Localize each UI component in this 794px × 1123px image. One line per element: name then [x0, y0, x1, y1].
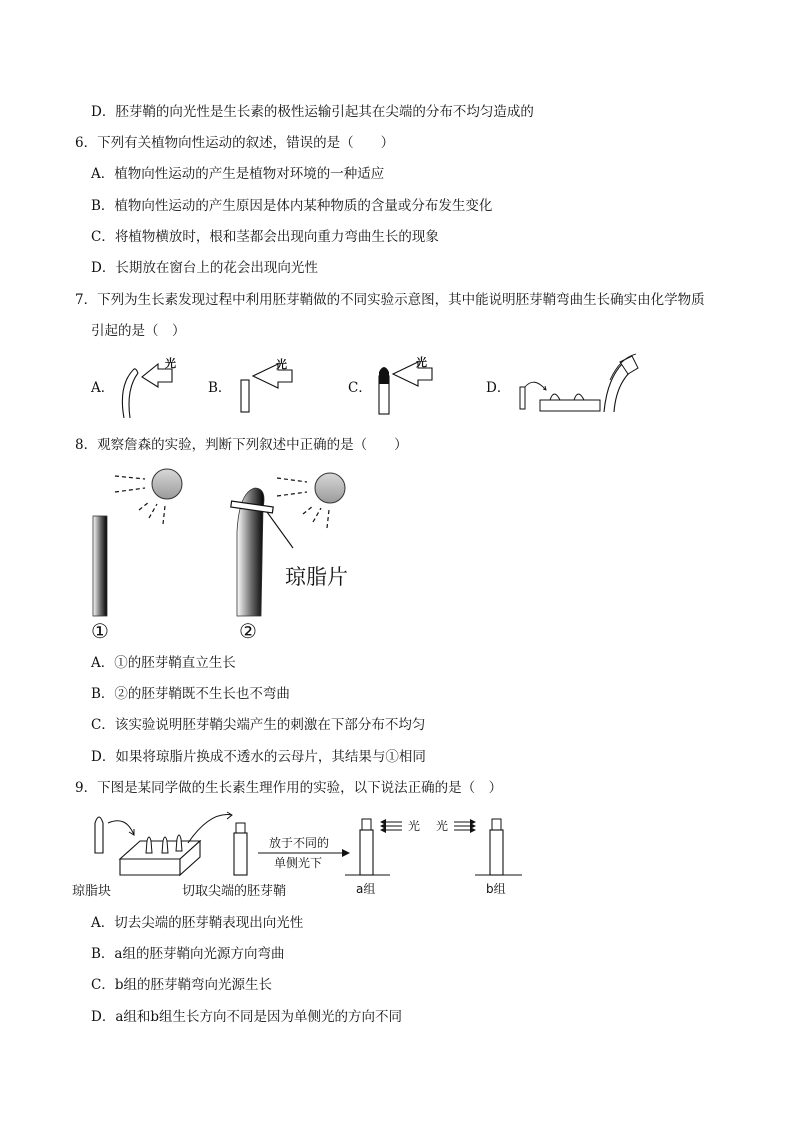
q9-light-a: 光	[408, 819, 421, 833]
q8-option-b: B．②的胚芽鞘既不生长也不弯曲	[91, 686, 290, 702]
q7-b-light-text: 光	[276, 358, 287, 371]
q9-cut-label: 切取尖端的胚芽鞘	[182, 884, 287, 899]
q9-group-b-label: b组	[486, 882, 506, 896]
q7-figure-c	[368, 358, 448, 418]
q9-arrow-text-1: 放于不同的	[269, 836, 330, 850]
q6-stem: 6．下列有关植物向性运动的叙述，错误的是（ ）	[75, 135, 395, 151]
q7-figure-d	[512, 350, 652, 420]
q9-option-a: A．切去尖端的胚芽鞘表现出向光性	[91, 915, 304, 931]
q7-figure-a	[110, 355, 190, 420]
q8-sun-2	[315, 473, 345, 503]
q5-option-d: D．胚芽鞘的向光性是生长素的极性运输引起其在尖端的分布不均匀造成的	[91, 104, 534, 120]
q7-figure-b	[230, 358, 310, 418]
q9-agar-block-label: 琼脂块	[72, 884, 112, 899]
q7-a-light-text: 光	[165, 357, 176, 370]
q9-stem: 9．下图是某同学做的生长素生理作用的实验，以下说法正确的是（ ）	[75, 780, 503, 796]
q8-number-1: ①	[91, 619, 109, 643]
q9-light-b: 光	[436, 819, 449, 833]
q7-label-b: B．	[208, 380, 232, 396]
q9-option-c: C．b组的胚芽鞘弯向光源生长	[91, 977, 272, 993]
q6-option-c: C．将植物横放时，根和茎都会出现向重力弯曲生长的现象	[91, 229, 439, 245]
q7-stem-line2: 引起的是（ ）	[91, 323, 186, 339]
q8-option-a: A．①的胚芽鞘直立生长	[91, 655, 236, 671]
q9-cut-coleoptile	[234, 833, 247, 875]
q8-agar-label: 琼脂片	[285, 565, 348, 589]
q6-option-d: D．长期放在窗台上的花会出现向光性	[91, 260, 318, 276]
q7-label-a: A．	[91, 380, 115, 396]
q8-number-2: ②	[239, 619, 257, 643]
q9-figure	[70, 805, 540, 905]
q6-option-b: B．植物向性运动的产生原因是体内某种物质的含量或分布发生变化	[91, 198, 493, 214]
q7-label-c: C．	[348, 380, 372, 396]
q9-arrow-text-2: 单侧光下	[274, 856, 323, 870]
q6-option-a: A．植物向性运动的产生是植物对环境的一种适应	[91, 166, 385, 182]
q9-agar-block	[120, 835, 200, 875]
q9-tip	[95, 817, 103, 853]
q8-option-d: D．如果将琼脂片换成不透水的云母片，其结果与①相同	[91, 749, 426, 765]
q7-label-d: D．	[486, 380, 511, 396]
q9-group-a-label: a组	[356, 882, 376, 896]
q8-stem: 8．观察詹森的实验，判断下列叙述中正确的是（ ）	[75, 437, 408, 453]
q8-sun-1	[152, 469, 182, 499]
q9-option-d: D．a组和b组生长方向不同是因为单侧光的方向不同	[91, 1009, 403, 1025]
q8-option-c: C．该实验说明胚芽鞘尖端产生的刺激在下部分布不均匀	[91, 717, 426, 733]
q7-c-light-text: 光	[416, 356, 427, 369]
q8-figure	[85, 462, 385, 647]
q7-c-cap	[379, 367, 389, 384]
q8-coleoptile-1	[93, 516, 107, 616]
q9-group-b-coleoptile	[490, 830, 503, 875]
q7-stem-line1: 7．下列为生长素发现过程中利用胚芽鞘做的不同实验示意图，其中能说明胚芽鞘弯曲生长确实由化学物质	[75, 292, 705, 308]
q9-group-a-coleoptile	[360, 830, 373, 875]
q9-option-b: B．a组的胚芽鞘向光源方向弯曲	[91, 946, 285, 962]
